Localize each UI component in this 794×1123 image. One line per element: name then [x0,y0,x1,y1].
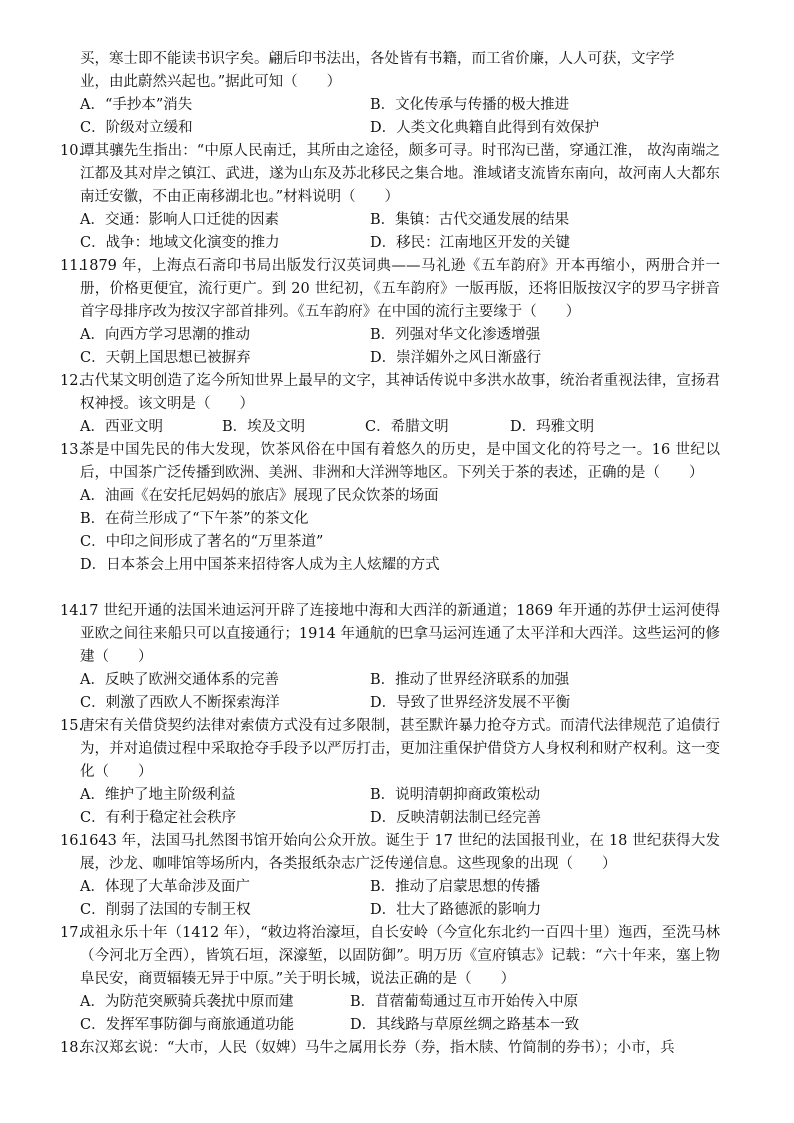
option-d[interactable]: D．壮大了路德派的影响力 [370,902,542,918]
question-stem: 1643 年，法国马扎然图书馆开始向公众开放。诞生于 17 世纪的法国报刊业，在 18 世纪获得大发展，沙龙、咖啡馆等场所内，各类报纸杂志广泛传递信息。这些现象的出现（ ） [80,833,720,872]
question-stem: 谭其骧先生指出：“中原人民南迁，其所由之途径，颇多可寻。时邗沟已凿，穿通江淮， 故沟南端之江都及其对岸之镇江、武进，遂为山东及苏北移民之集合地。淮域诸支流皆东南向，故河南人大都东南迁安徽，不由正南移湖北也。”材料说明（ ） [80,143,720,205]
option-d[interactable]: D．人类文化典籍自此得到有效保护 [370,120,600,136]
question-stem: 唐宋有关借贷契约法律对索债方式没有过多限制，甚至默许暴力抢夺方式。而清代法律规范了追债行为，并对追债过程中采取抢夺手段予以严厉打击，更加注重保护借贷方人身权利和财产权利。这一变化（ ） [80,718,720,780]
option-row [80,232,794,255]
question-number: 13. [60,442,84,458]
option-row [80,117,794,140]
option-d[interactable]: D．移民：江南地区开发的关键 [370,235,571,251]
option-d[interactable]: D．玛雅文明 [510,419,595,435]
option-row [80,416,794,439]
option-row [80,807,794,830]
question-number: 11. [60,258,84,274]
option-c[interactable]: C．中印之间形成了著名的“万里茶道” [80,534,324,550]
question-9-continued [0,48,794,140]
option-c[interactable]: C．希腊文明 [365,419,449,435]
option-b[interactable]: B．推动了启蒙思想的传播 [370,879,541,895]
option-a[interactable]: A．体现了大革命涉及面广 [80,879,250,895]
option-d[interactable]: D．其线路与草原丝绸之路基本一致 [350,1017,580,1033]
question-stem: 古代某文明创造了迄今所知世界上最早的文字，其神话传说中多洪水故事，统治者重视法律，宣扬君权神授。该文明是（ ） [80,373,720,412]
question-number: 18. [60,1040,84,1056]
question-stem: 东汉郑玄说：“大市，人民（奴婢）马牛之属用长券（券，指木牍、竹简制的券书）；小市，兵 [80,1040,675,1056]
option-row [80,1014,794,1037]
option-c[interactable]: C．阶级对立缓和 [80,120,193,136]
question-10 [0,140,794,255]
option-d[interactable]: D．反映清朝法制已经完善 [370,810,542,826]
option-row [80,669,794,692]
option-row [80,899,794,922]
option-c[interactable]: C．削弱了法国的专制王权 [80,902,251,918]
option-row [80,876,794,899]
option-c[interactable]: C．天朝上国思想已被摒弃 [80,350,251,366]
option-a[interactable]: A．“手抄本”消失 [80,97,193,113]
option-c[interactable]: C．战争：地域文化演变的推力 [80,235,280,251]
question-15 [0,715,794,830]
question-stem: 茶是中国先民的伟大发现，饮茶风俗在中国有着悠久的历史，是中国文化的符号之一。16 世纪以后，中国茶广泛传播到欧洲、美洲、非洲和大洋洲等地区。下列关于茶的表述，正确的是（ ） [80,442,720,481]
option-a[interactable]: A．油画《在安托尼妈妈的旅店》展现了民众饮茶的场面 [80,488,439,504]
option-c[interactable]: C．发挥军事防御与商旅通道功能 [80,1017,295,1033]
option-c[interactable]: C．刺激了西欧人不断探索海洋 [80,695,280,711]
option-a[interactable]: A．为防范突厥骑兵袭扰中原而建 [80,994,294,1010]
question-stem: 17 世纪开通的法国米迪运河开辟了连接地中海和大西洋的新通道；1869 年开通的苏伊士运河使得亚欧之间往来船只可以直接通行；1914 年通航的巴拿马运河连通了太平洋和大西洋。这些运河的修建（ ） [80,603,720,665]
option-d[interactable]: D．导致了世界经济发展不平衡 [370,695,571,711]
option-b[interactable]: B．集镇：古代交通发展的结果 [370,212,570,228]
option-b[interactable]: B．推动了世界经济联系的加强 [370,672,570,688]
question-number: 16. [60,833,84,849]
question-stem: 成祖永乐十年（1412 年），“敕边将治濠垣，自长安岭（今宣化东北约一百四十里）迤西，至洗马林（今河北万全西），皆筑石垣，深濠堑，以固防御”。明万历《宣府镇志》记载：“六十年来，塞上物阜民安，商贾辐辏无异于中原。”关于明长城，说法正确的是（ ） [80,925,720,987]
question-number: 14. [60,603,84,619]
question-number: 15. [60,718,84,734]
question-number: 10. [60,143,84,159]
question-11 [0,255,794,370]
option-a[interactable]: A．反映了欧洲交通体系的完善 [80,672,279,688]
option-b[interactable]: B．苜蓿葡萄通过互市开始传入中原 [350,994,579,1010]
option-row [80,692,794,715]
option-d[interactable]: D．崇洋媚外之风日渐盛行 [370,350,542,366]
option-b[interactable]: B．列强对华文化渗透增强 [370,327,541,343]
question-18 [0,1037,794,1060]
option-b[interactable]: B．在荷兰形成了“下午茶”的茶文化 [80,511,309,527]
option-row [80,209,794,232]
option-row [80,94,794,117]
question-14 [0,600,794,715]
option-b[interactable]: B．埃及文明 [222,419,306,435]
question-stem-line: 业，由此蔚然兴起也。”据此可知（ ） [80,74,342,90]
question-13 [0,439,794,577]
option-a[interactable]: A．交通：影响人口迁徙的因素 [80,212,279,228]
option-b[interactable]: B．文化传承与传播的极大推进 [370,97,570,113]
question-number: 12. [60,373,84,389]
question-12 [0,370,794,439]
question-17 [0,922,794,1037]
option-row [80,347,794,370]
question-16 [0,830,794,922]
question-number: 17. [60,925,84,941]
option-c[interactable]: C．有利于稳定社会秩序 [80,810,237,826]
option-b[interactable]: B．说明清朝抑商政策松动 [370,787,541,803]
option-a[interactable]: A．西亚文明 [80,419,163,435]
option-a[interactable]: A．向西方学习思潮的推动 [80,327,250,343]
question-stem-line: 买，寒士即不能读书识字矣。翩后印书法出，各处皆有书籍，而工省价廉，人人可获，文字学 [80,51,675,67]
option-a[interactable]: A．维护了地主阶级利益 [80,787,236,803]
option-row [80,991,794,1014]
option-row [80,324,794,347]
option-d[interactable]: D．日本茶会上用中国茶来招待客人成为主人炫耀的方式 [80,557,440,573]
option-row [80,784,794,807]
question-stem: 1879 年，上海点石斋印书局出版发行汉英词典——马礼逊《五车韵府》开本再缩小，两册合并一册，价格更便宜，流行更广。到 20 世纪初，《五车韵府》一版再版，还将旧版按汉字的罗马字拼音首字母排序改为按汉字部首排列。《五车韵府》在中国的流行主要缘于（ ） [80,258,720,320]
